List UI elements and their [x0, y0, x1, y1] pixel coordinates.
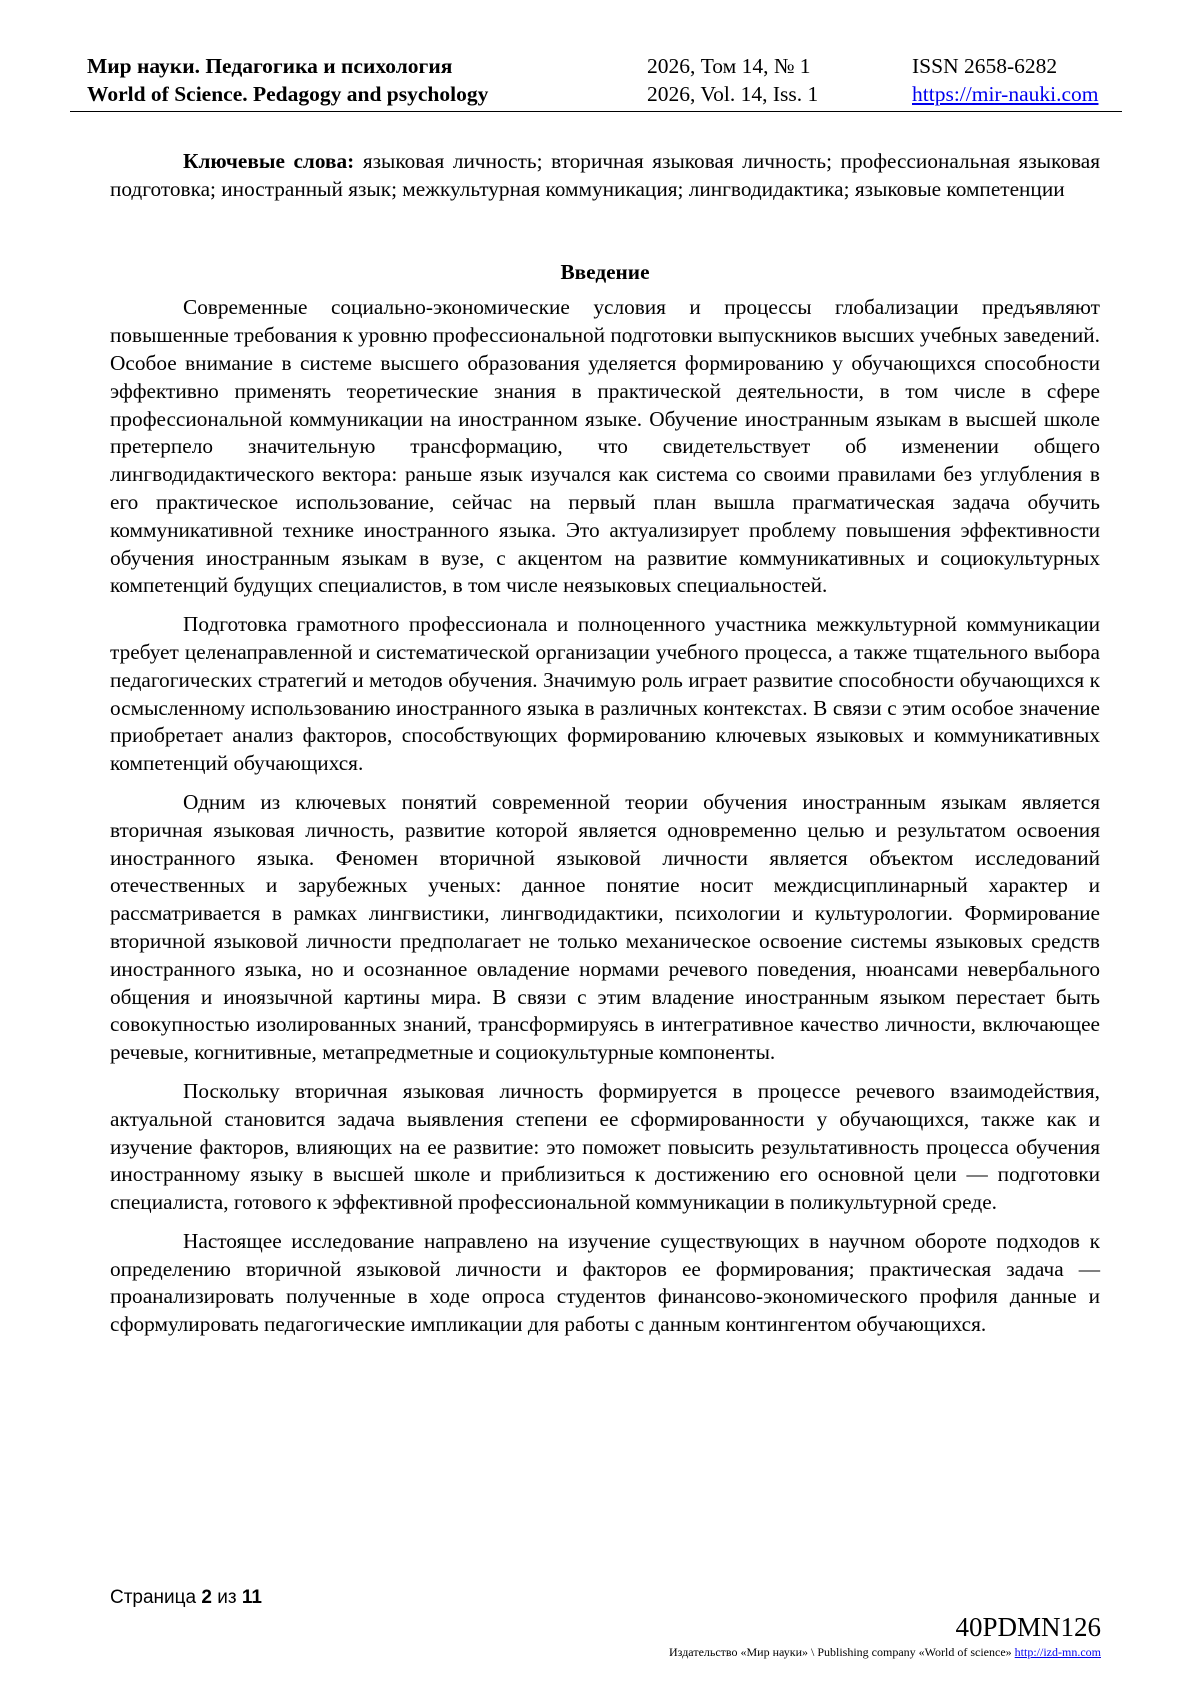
article-body — [110, 148, 1100, 1350]
article-code: 40PDMN126 — [955, 1612, 1101, 1642]
page-word: Страница — [110, 1587, 197, 1608]
page-total: 11 — [241, 1587, 262, 1608]
header-divider — [70, 111, 1122, 112]
volume-ru: 2026, Том 14, № 1 — [647, 54, 811, 78]
paragraph-1: Современные социально-экономические условия и процессы глобализации предъявляют повышенные требования к уровню профессиональной подготовки выпускников высших учебных заведений. Особое внимание в системе высшего образования уделяется формированию у обучающихся способности эффективно применять теоретические знания в практической деятельности, в том числе в сфере профессиональной коммуникации на иностранном языке. Обучение иностранным языкам в высшей школе претерпело значительную трансформацию, что свидетельствует об изменении общего лингводидактического вектора: раньше язык изучался как система со своими правилами без углубления в его практическое использование, сейчас на первый план вышла прагматическая задача обучить коммуникативной технике иностранного языка. Это актуализирует проблему повышения эффективности обучения иностранным языкам в вузе, с акцентом на развитие коммуникативных и социокультурных компетенций будущих специалистов, в том числе неязыковых специальностей. — [110, 295, 1100, 598]
page-current: 2 — [201, 1587, 212, 1608]
journal-url-link[interactable]: https://mir-nauki.com — [912, 82, 1099, 106]
keywords — [110, 148, 1100, 204]
keywords-label: Ключевые слова: — [183, 149, 355, 173]
journal-title-en: World of Science. Pedagogy and psychology — [87, 82, 489, 106]
paragraph-5: Настоящее исследование направлено на изучение существующих в научном обороте подходов к определению вторичной языковой личности и факторов ее формирования; практическая задача — проанализировать полученные в ходе опроса студентов финансово-экономического профиля данные и сформулировать педагогические импликации для работы с данным контингентом обучающихся. — [110, 1228, 1100, 1337]
publisher-text: Издательство «Мир науки» \ Publishing company «World of science» — [669, 1645, 1012, 1659]
page-number — [110, 1587, 262, 1609]
volume-block — [647, 52, 818, 108]
journal-title-ru: Мир науки. Педагогика и психология — [87, 54, 453, 78]
journal-title-block — [87, 52, 488, 108]
paragraph-4: Поскольку вторичная языковая личность формируется в процессе речевого взаимодействия, актуальной становится задача выявления степени ее сформированности у обучающихся, также как и изучение факторов, влияющих на ее развитие: это поможет повысить результативность процесса обучения иностранному языку в высшей школе и приблизиться к достижению его основной цели — подготовки специалиста, готового к эффективной профессиональной коммуникации в поликультурной среде. — [110, 1078, 1100, 1215]
page-of: из — [217, 1587, 237, 1608]
section-heading: Введение — [560, 259, 650, 284]
issn: ISSN 2658-6282 — [912, 54, 1058, 78]
paragraph-2: Подготовка грамотного профессионала и полноценного участника межкультурной коммуникации требует целенаправленной и систематической организации учебного процесса, а также тщательного выбора педагогических стратегий и методов обучения. Значимую роль играет развитие способности обучающихся к осмысленному использованию иностранного языка в различных контекстах. В связи с этим особое значение приобретает анализ факторов, способствующих формированию ключевых языковых и коммуникативных компетенций обучающихся. — [110, 612, 1100, 776]
volume-en: 2026, Vol. 14, Iss. 1 — [647, 82, 819, 106]
keywords-text: языковая личность; вторичная языковая личность; профессиональная языковая подготовка; иностранный язык; межкультурная коммуникация; лингводидактика; языковые компетенции — [110, 149, 1101, 201]
publisher-line — [669, 1645, 1101, 1660]
paragraph-3: Одним из ключевых понятий современной теории обучения иностранным языкам является вторичная языковая личность, развитие которой является одновременно целью и результатом освоения иностранного языка. Феномен вторичной языковой личности является объектом исследований отечественных и зарубежных ученых: данное понятие носит междисциплинарный характер и рассматривается в рамках лингвистики, лингводидактики, психологии и культурологии. Формирование вторичной языковой личности предполагает не только механическое освоение системы языковых средств иностранного языка, но и осознанное овладение нормами речевого поведения, нюансами невербального общения и иноязычной картины мира. В связи с этим владение иностранным языком перестает быть совокупностью изолированных знаний, трансформируясь в интегративное качество личности, включающее речевые, когнитивные, метапредметные и социокультурные компоненты. — [110, 789, 1100, 1065]
journal-header — [70, 52, 1122, 110]
publisher-link[interactable]: http://izd-mn.com — [1014, 1645, 1101, 1659]
issn-block — [912, 52, 1098, 108]
